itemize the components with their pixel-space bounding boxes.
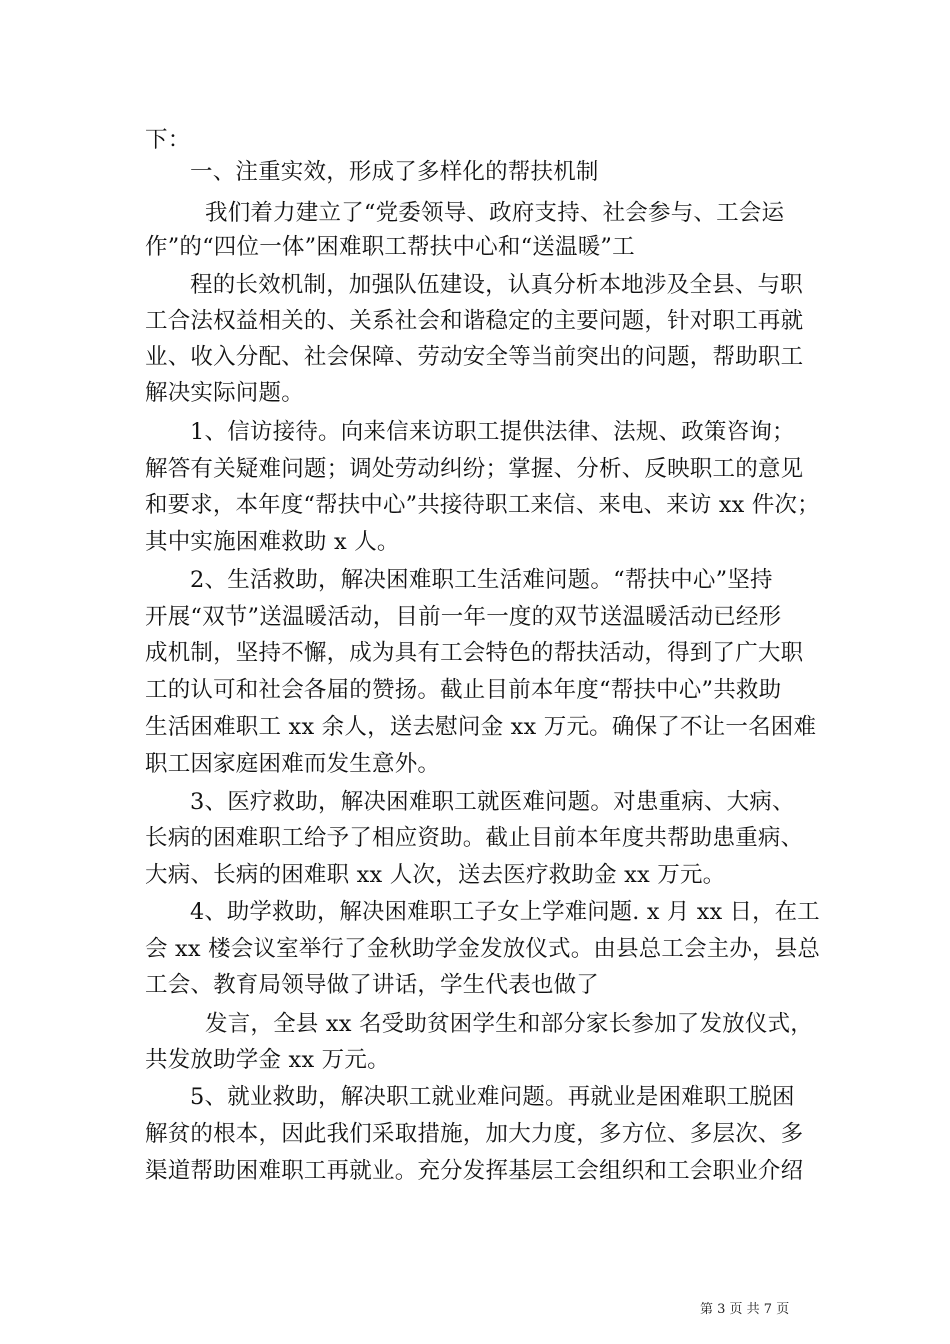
text-line: 程的长效机制，加强队伍建设，认真分析本地涉及全县、与职 <box>190 272 803 298</box>
text-line: 1、信访接待。向来信来访职工提供法律、法规、政策咨询； <box>190 419 795 445</box>
text-line: 3、医疗救助，解决困难职工就医难问题。对患重病、大病、 <box>190 789 795 815</box>
text-line: 会 xx 楼会议室举行了金秋助学金发放仪式。由县总工会主办，县总 <box>145 936 821 962</box>
text-line: 开展“双节”送温暖活动，目前一年一度的双节送温暖活动已经形 <box>145 604 782 630</box>
text-line: 作”的“四位一体”困难职工帮扶中心和“送温暖”工 <box>145 234 635 260</box>
text-line: 我们着力建立了“党委领导、政府支持、社会参与、工会运 <box>205 200 785 226</box>
page-number: 第 3 页 共 7 页 <box>700 1302 790 1317</box>
text-line: 5、就业救助，解决职工就业难问题。再就业是困难职工脱困 <box>190 1084 795 1110</box>
text-line: 长病的困难职工给予了相应资助。截止目前本年度共帮助患重病、 <box>145 825 804 851</box>
text-line: 其中实施困难救助 x 人。 <box>145 529 400 555</box>
text-line: 和要求，本年度“帮扶中心”共接待职工来信、来电、来访 xx 件次； <box>145 492 820 518</box>
text-line: 渠道帮助困难职工再就业。充分发挥基层工会组织和工会职业介绍 <box>145 1158 804 1184</box>
section-heading: 一、注重实效，形成了多样化的帮扶机制 <box>190 159 599 185</box>
text-line: 4、助学救助，解决困难职工子女上学难问题. x 月 xx 日，在工 <box>190 899 820 925</box>
text-line: 工合法权益相关的、关系社会和谐稳定的主要问题，针对职工再就 <box>145 308 804 334</box>
text-line: 成机制，坚持不懈，成为具有工会特色的帮扶活动，得到了广大职 <box>145 640 804 666</box>
text-line: 生活困难职工 xx 余人，送去慰问金 xx 万元。确保了不让一名困难 <box>145 714 817 740</box>
text-line: 职工因家庭困难而发生意外。 <box>145 751 441 777</box>
text-line: 工的认可和社会各届的赞扬。截止目前本年度“帮扶中心”共救助 <box>145 677 782 703</box>
text-line: 2、生活救助，解决困难职工生活难问题。“帮扶中心”坚持 <box>190 567 773 593</box>
text-line: 工会、教育局领导做了讲话，学生代表也做了 <box>145 972 600 998</box>
text-line: 共发放助学金 xx 万元。 <box>145 1047 390 1073</box>
text-line: 解答有关疑难问题；调处劳动纠纷；掌握、分析、反映职工的意见 <box>145 456 804 482</box>
text-line: 解贫的根本，因此我们采取措施，加大力度，多方位、多层次、多 <box>145 1121 804 1147</box>
text-line: 解决实际问题。 <box>145 380 304 406</box>
text-line: 业、收入分配、社会保障、劳动安全等当前突出的问题，帮助职工 <box>145 344 804 370</box>
text-line: 大病、长病的困难职 xx 人次，送去医疗救助金 xx 万元。 <box>145 862 726 888</box>
text-line: 下： <box>145 127 191 153</box>
text-line: 发言，全县 xx 名受助贫困学生和部分家长参加了发放仪式， <box>205 1011 813 1037</box>
